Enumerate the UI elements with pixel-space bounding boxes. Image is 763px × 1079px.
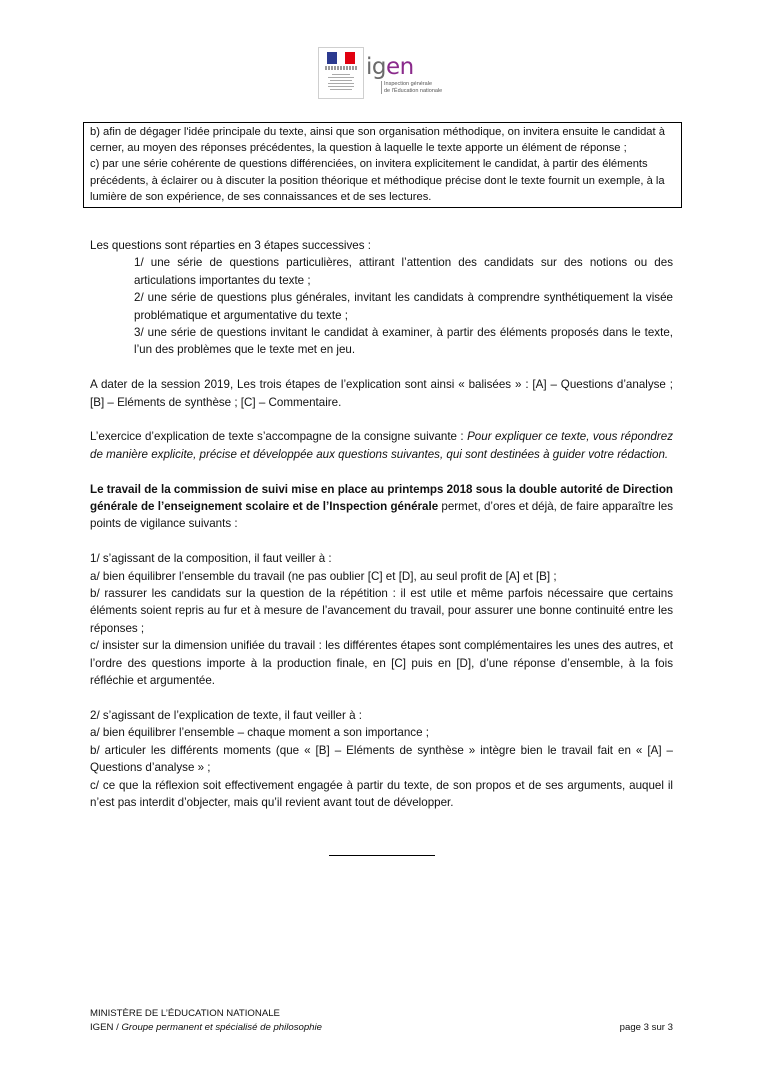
marianne-logo xyxy=(318,47,364,99)
session-paragraph: A dater de la session 2019, Les trois étapes de l’explication sont ainsi « balisées » : [A] – Questions d’analyse ; [B] – Eléments de synthèse ; [C] – Commentaire. xyxy=(90,378,673,409)
boxed-item-b: b) afin de dégager l'idée principale du texte, ainsi que son organisation méthodique, on invitera ensuite le candidat à cerner, au moyen des réponses précédentes, la question à laquelle le texte apporte un élément de réponse ; xyxy=(90,126,665,155)
explication-item-c: c/ ce que la réflexion soit effectivement engagée à partir du texte, de son propos et de ses arguments, auquel il n’est pas interdit d’objecter, mais qu’il revient avant tout de développer. xyxy=(90,778,673,809)
step-item-2: 2/ une série de questions plus générales, invitant les candidats à comprendre synthétiquement la visée problématique et argumentative du texte ; xyxy=(134,291,673,322)
commission-bold: Le travail de la commission de suivi mise en place au printemps 2018 sous la double autorité de Direction générale de l’enseignement scolaire et de l’Inspection générale xyxy=(90,482,673,514)
document-body xyxy=(90,237,673,811)
republique-francaise-text-mark xyxy=(325,66,357,70)
explication-heading: 2/ s’agissant de l’explication de texte, il faut veiller à : xyxy=(90,708,362,722)
footer-organization: IGEN / Groupe permanent et spécialisé de philosophie xyxy=(90,1022,322,1033)
footer-ministry: MINISTÈRE DE L’ÉDUCATION NATIONALE xyxy=(90,1008,280,1019)
commission-paragraph xyxy=(90,481,673,533)
ministry-name-mark xyxy=(326,74,356,92)
page-footer xyxy=(90,1007,673,1035)
boxed-excerpt xyxy=(83,122,682,208)
end-divider xyxy=(329,855,435,856)
consigne-instruction: Pour expliquer ce texte, vous répondrez de manière explicite, précise et développée aux questions suivantes, qui sont destinées à guider votre rédaction. xyxy=(90,430,673,461)
composition-item-a: a/ bien équilibrer l’ensemble du travail (ne pas oublier [C] et [D], au seul profit de [A] et [B] ; xyxy=(90,569,557,583)
igen-subtitle: Inspection générale de l'Éducation nationale xyxy=(381,81,464,94)
consigne-lead: L’exercice d’explication de texte s’accompagne de la consigne suivante : xyxy=(90,430,468,444)
step-item-3: 3/ une série de questions invitant le candidat à examiner, à partir des éléments proposés dans le texte, l’un des problèmes que le texte met en jeu. xyxy=(134,326,673,357)
commission-rest: permet, d’ores et déjà, de faire apparaître les points de vigilance suivants : xyxy=(90,500,673,531)
consigne-paragraph xyxy=(90,428,673,463)
step-item-1: 1/ une série de questions particulières, attirant l’attention des candidats sur des notions ou des articulations importantes du texte ; xyxy=(134,256,673,287)
igen-wordmark: igen xyxy=(366,54,414,80)
composition-item-c: c/ insister sur la dimension unifiée du travail : les différentes étapes sont complémentaires les unes des autres, et l’ordre des questions importe à la production finale, en [C] puis en [D], d’une réponse d’ensemble, à la fois réfléchie et argumentée. xyxy=(90,639,673,688)
boxed-item-c: c) par une série cohérente de questions différenciées, on invitera explicitement le candidat, à partir des éléments précédents, à éclairer ou à discuter la position théorique et méthodique précise dont le texte fournit un exemple, à la lumière de son expérience, de ses connaissances et de ses lectures. xyxy=(90,158,665,203)
explication-item-a: a/ bien équilibrer l’ensemble – chaque moment a son importance ; xyxy=(90,726,429,740)
explication-item-b: b/ articuler les différents moments (que « [B] – Eléments de synthèse » intègre bien le travail fait en « [A] – Questions d’analyse » ; xyxy=(90,743,673,775)
composition-item-b: b/ rassurer les candidats sur la question de la répétition : il est utile et même parfois nécessaire que certains éléments soient repris au fur et à mesure de l’avancement du travail, pour assurer une bonne continuité entre les réponses ; xyxy=(90,587,673,635)
composition-heading: 1/ s’agissant de la composition, il faut veiller à : xyxy=(90,552,332,566)
french-flag-icon xyxy=(327,52,355,64)
igen-logo xyxy=(366,54,443,94)
steps-intro: Les questions sont réparties en 3 étapes successives : xyxy=(90,239,371,252)
page-number: page 3 sur 3 xyxy=(619,1022,673,1033)
